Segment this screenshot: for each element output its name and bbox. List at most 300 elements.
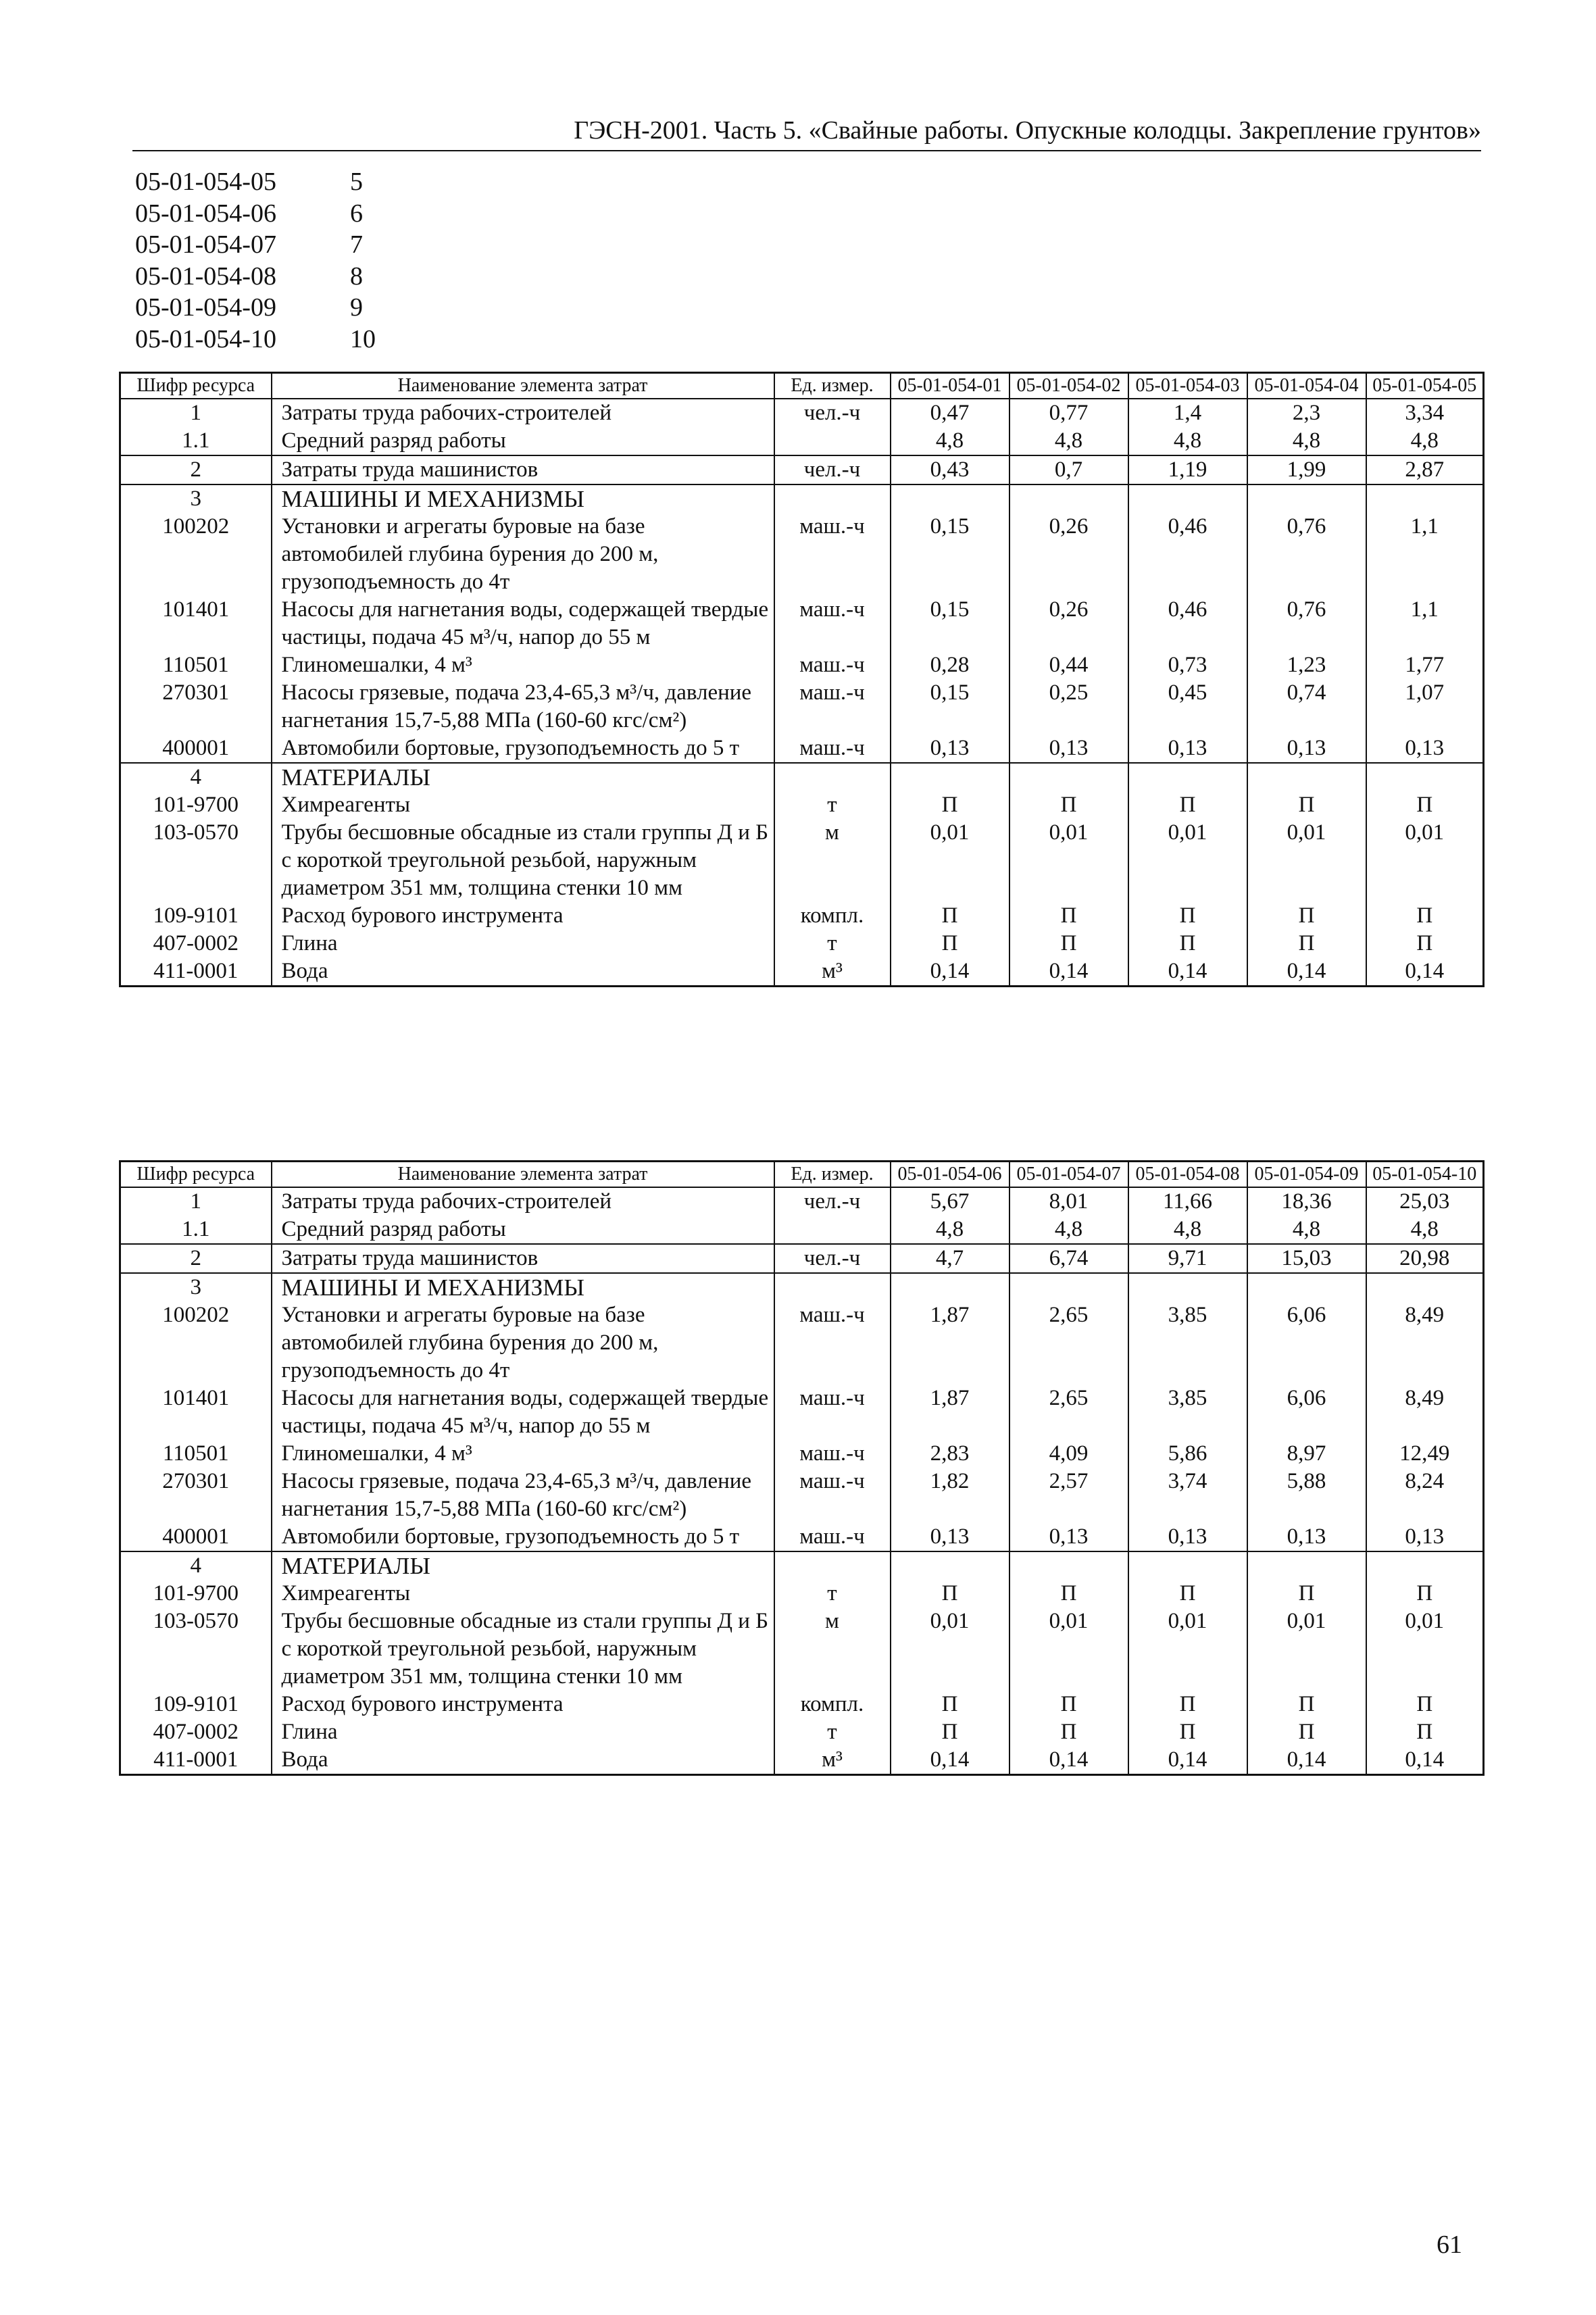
resource-code: 101-9700 bbox=[120, 1580, 272, 1608]
resource-code: 407-0002 bbox=[120, 930, 272, 957]
header-code: Шифр ресурса bbox=[120, 1162, 272, 1188]
norm-value: 0,25 bbox=[1009, 679, 1128, 735]
resource-code: 270301 bbox=[120, 679, 272, 735]
cost-element-name: Установки и агрегаты буровые на базе автомобилей глубина бурения до 200 м, грузоподъемность до 4т bbox=[272, 1301, 774, 1385]
norm-value: 0,15 bbox=[891, 513, 1009, 596]
norm-value: П bbox=[1366, 791, 1484, 819]
norm-value: П bbox=[891, 791, 1009, 819]
norm-value bbox=[1247, 484, 1366, 513]
table-header-row bbox=[120, 373, 1484, 399]
norm-code: 05-01-054-09 bbox=[135, 293, 276, 322]
section-title: МАШИНЫ И МЕХАНИЗМЫ bbox=[272, 484, 774, 513]
norm-value: 8,49 bbox=[1366, 1301, 1484, 1385]
norm-value bbox=[1009, 1273, 1128, 1301]
norm-value: 0,13 bbox=[891, 735, 1009, 763]
norm-value bbox=[1128, 763, 1247, 791]
norm-value: 2,87 bbox=[1366, 455, 1484, 484]
norm-value bbox=[1366, 1273, 1484, 1301]
cost-element-name: Глиномешалки, 4 м³ bbox=[272, 651, 774, 679]
norm-value: П bbox=[1009, 1718, 1128, 1746]
norm-value: 0,13 bbox=[1009, 735, 1128, 763]
resource-code: 400001 bbox=[120, 735, 272, 763]
norm-value bbox=[1128, 484, 1247, 513]
norm-value: 0,01 bbox=[1128, 819, 1247, 902]
norm-value: 18,36 bbox=[1247, 1187, 1366, 1216]
resource-code: 100202 bbox=[120, 1301, 272, 1385]
cost-element-name: Затраты труда машинистов bbox=[272, 1244, 774, 1273]
norm-value: П bbox=[1366, 1580, 1484, 1608]
norm-value: П bbox=[1247, 791, 1366, 819]
table-row bbox=[120, 930, 1484, 957]
norm-value: 2,3 bbox=[1247, 399, 1366, 427]
table-header-row bbox=[120, 1162, 1484, 1188]
unit-of-measure bbox=[774, 1273, 891, 1301]
norm-value: 0,14 bbox=[891, 1746, 1009, 1775]
norm-value: 0,13 bbox=[1366, 735, 1484, 763]
norm-value: 0,46 bbox=[1128, 596, 1247, 651]
norm-value: 0,01 bbox=[891, 819, 1009, 902]
norm-value: 1,87 bbox=[891, 1385, 1009, 1440]
norm-value: 4,7 bbox=[891, 1244, 1009, 1273]
norm-value: 3,34 bbox=[1366, 399, 1484, 427]
header-column: 05-01-054-10 bbox=[1366, 1162, 1484, 1188]
cost-element-name: Расход бурового инструмента bbox=[272, 1691, 774, 1718]
resource-code: 110501 bbox=[120, 651, 272, 679]
norm-value bbox=[891, 763, 1009, 791]
unit-of-measure: м bbox=[774, 819, 891, 902]
table-row bbox=[120, 596, 1484, 651]
table-row bbox=[120, 484, 1484, 513]
section-title: МАШИНЫ И МЕХАНИЗМЫ bbox=[272, 1273, 774, 1301]
norm-value bbox=[1009, 1551, 1128, 1580]
resource-code: 411-0001 bbox=[120, 1746, 272, 1775]
cost-element-name: Средний разряд работы bbox=[272, 427, 774, 455]
cost-element-name: Трубы бесшовные обсадные из стали группы Д и Б с короткой треугольной резьбой, наружным диаметром 351 мм, толщина стенки 10 мм bbox=[272, 1608, 774, 1691]
norm-value bbox=[1128, 1273, 1247, 1301]
norm-value: 0,73 bbox=[1128, 651, 1247, 679]
table-row bbox=[120, 1608, 1484, 1691]
unit-of-measure bbox=[774, 763, 891, 791]
norm-value: 8,24 bbox=[1366, 1468, 1484, 1523]
table-row bbox=[120, 1440, 1484, 1468]
norm-value: 0,46 bbox=[1128, 513, 1247, 596]
resource-code: 411-0001 bbox=[120, 957, 272, 987]
norm-value: 0,13 bbox=[1128, 735, 1247, 763]
norm-value: П bbox=[1247, 902, 1366, 930]
norm-value: 4,8 bbox=[891, 427, 1009, 455]
norm-value: 3,74 bbox=[1128, 1468, 1247, 1523]
unit-of-measure: компл. bbox=[774, 902, 891, 930]
running-header: ГЭСН-2001. Часть 5. «Свайные работы. Опускные колодцы. Закрепление грунтов» bbox=[132, 114, 1481, 151]
norm-value: П bbox=[1128, 1580, 1247, 1608]
unit-of-measure: м bbox=[774, 1608, 891, 1691]
norm-value: 6,06 bbox=[1247, 1385, 1366, 1440]
cost-element-name: Затраты труда рабочих-строителей bbox=[272, 1187, 774, 1216]
table-body bbox=[120, 399, 1484, 987]
table-row bbox=[120, 399, 1484, 427]
norm-value: П bbox=[1366, 1718, 1484, 1746]
norm-value: 0,14 bbox=[1128, 957, 1247, 987]
norm-code-list bbox=[135, 166, 376, 355]
norm-value: 20,98 bbox=[1366, 1244, 1484, 1273]
norm-code: 05-01-054-07 bbox=[135, 230, 276, 259]
norm-value: 0,14 bbox=[1366, 957, 1484, 987]
norm-number: 7 bbox=[350, 230, 363, 259]
norm-value: 0,01 bbox=[1128, 1608, 1247, 1691]
resource-code: 1 bbox=[120, 399, 272, 427]
table-row bbox=[120, 455, 1484, 484]
resource-code: 101401 bbox=[120, 1385, 272, 1440]
norm-value: 0,45 bbox=[1128, 679, 1247, 735]
header-name: Наименование элемента затрат bbox=[272, 1162, 774, 1188]
norm-value: 12,49 bbox=[1366, 1440, 1484, 1468]
norm-value bbox=[1009, 484, 1128, 513]
norm-value: 2,65 bbox=[1009, 1385, 1128, 1440]
norm-value: 0,01 bbox=[1366, 1608, 1484, 1691]
cost-element-name: Химреагенты bbox=[272, 1580, 774, 1608]
norm-value: 25,03 bbox=[1366, 1187, 1484, 1216]
norm-value: 0,13 bbox=[1128, 1523, 1247, 1551]
unit-of-measure: маш.-ч bbox=[774, 1385, 891, 1440]
section-title: МАТЕРИАЛЫ bbox=[272, 1551, 774, 1580]
header-unit: Ед. измер. bbox=[774, 1162, 891, 1188]
resource-code: 103-0570 bbox=[120, 819, 272, 902]
norm-value: П bbox=[1128, 1718, 1247, 1746]
resource-code: 4 bbox=[120, 763, 272, 791]
norm-value bbox=[1128, 1551, 1247, 1580]
norm-value: 15,03 bbox=[1247, 1244, 1366, 1273]
norm-value bbox=[1247, 1551, 1366, 1580]
header-unit: Ед. измер. bbox=[774, 373, 891, 399]
table-row bbox=[120, 1216, 1484, 1244]
norm-value: 0,76 bbox=[1247, 596, 1366, 651]
header-column: 05-01-054-05 bbox=[1366, 373, 1484, 399]
norm-value: П bbox=[1009, 1691, 1128, 1718]
unit-of-measure: т bbox=[774, 791, 891, 819]
norm-value: 0,13 bbox=[1247, 735, 1366, 763]
unit-of-measure: м³ bbox=[774, 1746, 891, 1775]
cost-element-name: Глина bbox=[272, 1718, 774, 1746]
resource-table-1 bbox=[119, 372, 1485, 987]
norm-value: 0,26 bbox=[1009, 596, 1128, 651]
norm-value: 3,85 bbox=[1128, 1385, 1247, 1440]
table-row bbox=[120, 513, 1484, 596]
table-row bbox=[120, 1718, 1484, 1746]
resource-code: 3 bbox=[120, 1273, 272, 1301]
code-list-item bbox=[135, 166, 376, 198]
code-list-item bbox=[135, 261, 376, 293]
norm-value: 0,74 bbox=[1247, 679, 1366, 735]
norm-value: 4,8 bbox=[1128, 1216, 1247, 1244]
norm-value bbox=[891, 1551, 1009, 1580]
cost-element-name: Установки и агрегаты буровые на базе автомобилей глубина бурения до 200 м, грузоподъемность до 4т bbox=[272, 513, 774, 596]
norm-value: 4,09 bbox=[1009, 1440, 1128, 1468]
header-column: 05-01-054-07 bbox=[1009, 1162, 1128, 1188]
cost-element-name: Средний разряд работы bbox=[272, 1216, 774, 1244]
norm-value: П bbox=[1128, 1691, 1247, 1718]
norm-value: 3,85 bbox=[1128, 1301, 1247, 1385]
norm-value: 1,82 bbox=[891, 1468, 1009, 1523]
table-row bbox=[120, 1385, 1484, 1440]
norm-value: 0,15 bbox=[891, 679, 1009, 735]
norm-value: П bbox=[891, 902, 1009, 930]
cost-element-name: Затраты труда рабочих-строителей bbox=[272, 399, 774, 427]
norm-value: 2,57 bbox=[1009, 1468, 1128, 1523]
norm-value: 0,14 bbox=[1009, 1746, 1128, 1775]
norm-value: П bbox=[1128, 791, 1247, 819]
norm-code: 05-01-054-08 bbox=[135, 262, 276, 291]
norm-value: 9,71 bbox=[1128, 1244, 1247, 1273]
cost-element-name: Затраты труда машинистов bbox=[272, 455, 774, 484]
resource-code: 3 bbox=[120, 484, 272, 513]
unit-of-measure: компл. bbox=[774, 1691, 891, 1718]
table-row bbox=[120, 957, 1484, 987]
unit-of-measure: чел.-ч bbox=[774, 399, 891, 427]
table-row bbox=[120, 735, 1484, 763]
norm-value: 1,1 bbox=[1366, 596, 1484, 651]
header-code: Шифр ресурса bbox=[120, 373, 272, 399]
resource-code: 109-9101 bbox=[120, 902, 272, 930]
code-list-item bbox=[135, 324, 376, 355]
norm-value: 5,86 bbox=[1128, 1440, 1247, 1468]
header-column: 05-01-054-08 bbox=[1128, 1162, 1247, 1188]
resource-code: 270301 bbox=[120, 1468, 272, 1523]
cost-element-name: Автомобили бортовые, грузоподъемность до 5 т bbox=[272, 735, 774, 763]
norm-value: 0,14 bbox=[1128, 1746, 1247, 1775]
cost-element-name: Химреагенты bbox=[272, 791, 774, 819]
norm-value: 0,13 bbox=[1366, 1523, 1484, 1551]
cost-element-name: Вода bbox=[272, 1746, 774, 1775]
norm-value bbox=[1247, 1273, 1366, 1301]
norm-value: П bbox=[1247, 1691, 1366, 1718]
norm-value: П bbox=[1009, 1580, 1128, 1608]
table-row bbox=[120, 1523, 1484, 1551]
resource-code: 101-9700 bbox=[120, 791, 272, 819]
norm-value: 0,13 bbox=[1009, 1523, 1128, 1551]
table-row bbox=[120, 1746, 1484, 1775]
header-column: 05-01-054-03 bbox=[1128, 373, 1247, 399]
norm-value: 0,01 bbox=[1366, 819, 1484, 902]
norm-value bbox=[891, 484, 1009, 513]
norm-value: П bbox=[1366, 1691, 1484, 1718]
norm-value bbox=[1366, 763, 1484, 791]
table-row bbox=[120, 1468, 1484, 1523]
norm-value: 0,14 bbox=[1247, 1746, 1366, 1775]
table-row bbox=[120, 651, 1484, 679]
unit-of-measure bbox=[774, 427, 891, 455]
header-column: 05-01-054-06 bbox=[891, 1162, 1009, 1188]
unit-of-measure: маш.-ч bbox=[774, 1440, 891, 1468]
cost-element-name: Насосы грязевые, подача 23,4-65,3 м³/ч, давление нагнетания 15,7-5,88 МПа (160-60 кгс/см²) bbox=[272, 1468, 774, 1523]
resource-code: 100202 bbox=[120, 513, 272, 596]
norm-value: П bbox=[1366, 902, 1484, 930]
norm-value bbox=[1366, 1551, 1484, 1580]
resource-code: 2 bbox=[120, 1244, 272, 1273]
table-row bbox=[120, 679, 1484, 735]
code-list-item bbox=[135, 198, 376, 230]
unit-of-measure: т bbox=[774, 1580, 891, 1608]
norm-value: 0,01 bbox=[1009, 1608, 1128, 1691]
cost-element-name: Насосы для нагнетания воды, содержащей твердые частицы, подача 45 м³/ч, напор до 55 м bbox=[272, 1385, 774, 1440]
norm-value: 0,14 bbox=[1366, 1746, 1484, 1775]
norm-value bbox=[891, 1273, 1009, 1301]
unit-of-measure: чел.-ч bbox=[774, 1244, 891, 1273]
norm-value bbox=[1247, 763, 1366, 791]
resource-code: 101401 bbox=[120, 596, 272, 651]
cost-element-name: Автомобили бортовые, грузоподъемность до 5 т bbox=[272, 1523, 774, 1551]
norm-value: П bbox=[1009, 902, 1128, 930]
norm-value: 6,06 bbox=[1247, 1301, 1366, 1385]
norm-value: 4,8 bbox=[1009, 427, 1128, 455]
norm-value: 6,74 bbox=[1009, 1244, 1128, 1273]
norm-value: 0,01 bbox=[1009, 819, 1128, 902]
norm-value: П bbox=[891, 1691, 1009, 1718]
unit-of-measure: маш.-ч bbox=[774, 596, 891, 651]
norm-value: П bbox=[1009, 930, 1128, 957]
header-column: 05-01-054-09 bbox=[1247, 1162, 1366, 1188]
norm-value: 1,1 bbox=[1366, 513, 1484, 596]
norm-code: 05-01-054-05 bbox=[135, 168, 276, 196]
norm-value: 1,07 bbox=[1366, 679, 1484, 735]
unit-of-measure bbox=[774, 484, 891, 513]
code-list-item bbox=[135, 229, 376, 261]
table-row bbox=[120, 791, 1484, 819]
table-row bbox=[120, 819, 1484, 902]
norm-number: 6 bbox=[350, 199, 363, 228]
unit-of-measure: маш.-ч bbox=[774, 735, 891, 763]
norm-value: 4,8 bbox=[1247, 1216, 1366, 1244]
code-list-item bbox=[135, 292, 376, 324]
norm-value: П bbox=[1128, 902, 1247, 930]
cost-element-name: Трубы бесшовные обсадные из стали группы Д и Б с короткой треугольной резьбой, наружным диаметром 351 мм, толщина стенки 10 мм bbox=[272, 819, 774, 902]
norm-value bbox=[1366, 484, 1484, 513]
norm-value: 1,77 bbox=[1366, 651, 1484, 679]
norm-number: 8 bbox=[350, 262, 363, 291]
norm-value: 0,43 bbox=[891, 455, 1009, 484]
table-row bbox=[120, 1273, 1484, 1301]
norm-value: П bbox=[1247, 1580, 1366, 1608]
norm-value: 5,88 bbox=[1247, 1468, 1366, 1523]
table-row bbox=[120, 1580, 1484, 1608]
table-row bbox=[120, 1301, 1484, 1385]
resource-table-2 bbox=[119, 1160, 1485, 1776]
table-row bbox=[120, 1244, 1484, 1273]
norm-value: 0,28 bbox=[891, 651, 1009, 679]
norm-value: 4,8 bbox=[1366, 427, 1484, 455]
norm-code: 05-01-054-10 bbox=[135, 324, 276, 353]
norm-value: 0,14 bbox=[891, 957, 1009, 987]
table-row bbox=[120, 1551, 1484, 1580]
norm-value: 2,83 bbox=[891, 1440, 1009, 1468]
cost-element-name: Расход бурового инструмента bbox=[272, 902, 774, 930]
norm-value: П bbox=[1009, 791, 1128, 819]
norm-value: П bbox=[1247, 1718, 1366, 1746]
cost-element-name: Насосы для нагнетания воды, содержащей твердые частицы, подача 45 м³/ч, напор до 55 м bbox=[272, 596, 774, 651]
norm-value: П bbox=[1247, 930, 1366, 957]
unit-of-measure: м³ bbox=[774, 957, 891, 987]
norm-value: 0,15 bbox=[891, 596, 1009, 651]
cost-element-name: Глина bbox=[272, 930, 774, 957]
unit-of-measure: чел.-ч bbox=[774, 1187, 891, 1216]
norm-value: 0,44 bbox=[1009, 651, 1128, 679]
resource-code: 2 bbox=[120, 455, 272, 484]
resource-code: 109-9101 bbox=[120, 1691, 272, 1718]
norm-value: 5,67 bbox=[891, 1187, 1009, 1216]
cost-element-name: Глиномешалки, 4 м³ bbox=[272, 1440, 774, 1468]
norm-value: 2,65 bbox=[1009, 1301, 1128, 1385]
norm-value: 4,8 bbox=[1366, 1216, 1484, 1244]
header-column: 05-01-054-01 bbox=[891, 373, 1009, 399]
norm-value: П bbox=[891, 930, 1009, 957]
norm-value: 4,8 bbox=[891, 1216, 1009, 1244]
norm-value: 4,8 bbox=[1247, 427, 1366, 455]
resource-code: 110501 bbox=[120, 1440, 272, 1468]
page-number: 61 bbox=[1437, 2231, 1462, 2259]
norm-value: 0,14 bbox=[1247, 957, 1366, 987]
norm-value: 0,26 bbox=[1009, 513, 1128, 596]
unit-of-measure: т bbox=[774, 1718, 891, 1746]
norm-value: 0,77 bbox=[1009, 399, 1128, 427]
unit-of-measure: маш.-ч bbox=[774, 1468, 891, 1523]
norm-number: 10 bbox=[350, 324, 376, 353]
resource-code: 1 bbox=[120, 1187, 272, 1216]
norm-value: П bbox=[891, 1718, 1009, 1746]
unit-of-measure bbox=[774, 1551, 891, 1580]
unit-of-measure bbox=[774, 1216, 891, 1244]
norm-number: 5 bbox=[350, 168, 363, 196]
table-row bbox=[120, 427, 1484, 455]
norm-value: 1,23 bbox=[1247, 651, 1366, 679]
norm-value: 1,19 bbox=[1128, 455, 1247, 484]
header-column: 05-01-054-04 bbox=[1247, 373, 1366, 399]
unit-of-measure: маш.-ч bbox=[774, 1523, 891, 1551]
norm-value: 0,7 bbox=[1009, 455, 1128, 484]
table-row bbox=[120, 1691, 1484, 1718]
norm-value: 0,76 bbox=[1247, 513, 1366, 596]
cost-element-name: Вода bbox=[272, 957, 774, 987]
unit-of-measure: маш.-ч bbox=[774, 513, 891, 596]
norm-value: 4,8 bbox=[1128, 427, 1247, 455]
norm-value bbox=[1009, 763, 1128, 791]
norm-value: 4,8 bbox=[1009, 1216, 1128, 1244]
resource-code: 400001 bbox=[120, 1523, 272, 1551]
norm-value: 1,87 bbox=[891, 1301, 1009, 1385]
cost-element-name: Насосы грязевые, подача 23,4-65,3 м³/ч, давление нагнетания 15,7-5,88 МПа (160-60 кгс/см²) bbox=[272, 679, 774, 735]
table-row bbox=[120, 902, 1484, 930]
unit-of-measure: чел.-ч bbox=[774, 455, 891, 484]
norm-value: 8,97 bbox=[1247, 1440, 1366, 1468]
unit-of-measure: т bbox=[774, 930, 891, 957]
norm-value: 0,47 bbox=[891, 399, 1009, 427]
resource-code: 103-0570 bbox=[120, 1608, 272, 1691]
table-row bbox=[120, 763, 1484, 791]
norm-value: 0,13 bbox=[891, 1523, 1009, 1551]
norm-value: П bbox=[1366, 930, 1484, 957]
resource-code: 1.1 bbox=[120, 427, 272, 455]
norm-value: 0,14 bbox=[1009, 957, 1128, 987]
norm-value: 1,99 bbox=[1247, 455, 1366, 484]
unit-of-measure: маш.-ч bbox=[774, 1301, 891, 1385]
norm-code: 05-01-054-06 bbox=[135, 199, 276, 228]
norm-value: 0,01 bbox=[891, 1608, 1009, 1691]
norm-value: 0,01 bbox=[1247, 1608, 1366, 1691]
unit-of-measure: маш.-ч bbox=[774, 679, 891, 735]
norm-value: 0,13 bbox=[1247, 1523, 1366, 1551]
table-row bbox=[120, 1187, 1484, 1216]
norm-number: 9 bbox=[350, 293, 363, 322]
header-column: 05-01-054-02 bbox=[1009, 373, 1128, 399]
norm-value: 8,49 bbox=[1366, 1385, 1484, 1440]
